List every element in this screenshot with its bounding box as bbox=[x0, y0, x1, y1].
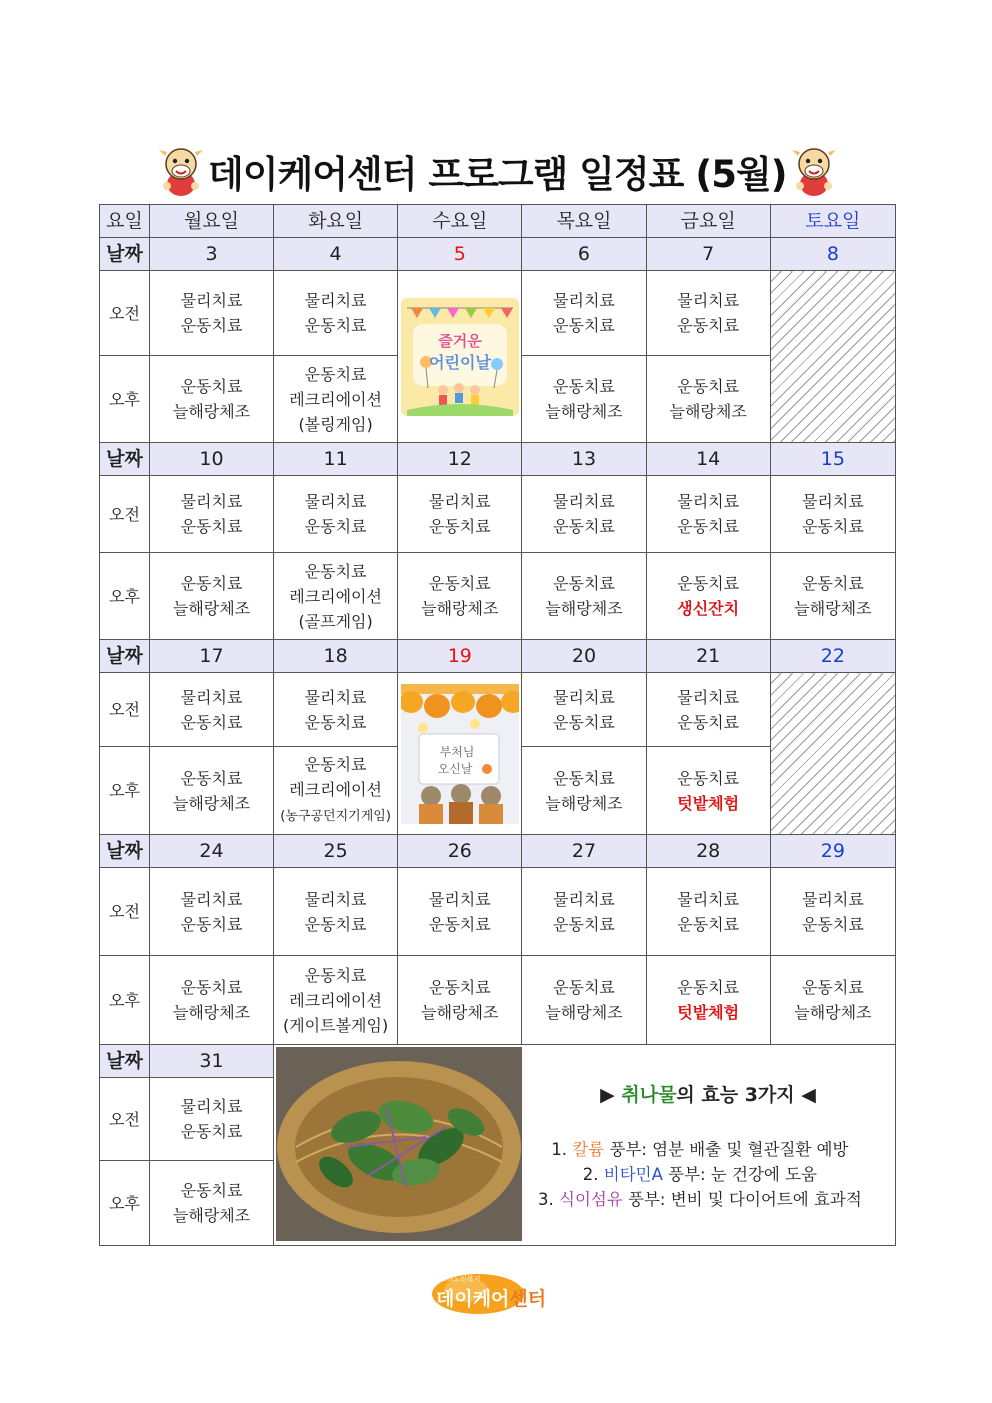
weekday-tue: 화요일 bbox=[274, 205, 398, 238]
am-label: 오전 bbox=[100, 1078, 150, 1161]
date-cell-holiday: 19 bbox=[398, 640, 522, 673]
date-row bbox=[100, 238, 896, 271]
svg-text:즐거운: 즐거운 bbox=[438, 331, 482, 350]
pm-cell: 운동치료 늘해랑체조 bbox=[150, 956, 274, 1045]
date-cell: 6 bbox=[522, 238, 646, 271]
info-item: 2. 비타민A 풍부: 눈 건강에 도움 bbox=[582, 1165, 817, 1184]
date-cell: 14 bbox=[646, 443, 770, 476]
date-row bbox=[100, 640, 896, 673]
pm-cell: 운동치료 늘해랑체조 bbox=[398, 553, 522, 640]
date-cell: 4 bbox=[274, 238, 398, 271]
weekday-mon: 월요일 bbox=[150, 205, 274, 238]
pm-label: 오후 bbox=[100, 747, 150, 835]
am-cell: 물리치료 운동치료 bbox=[522, 868, 646, 956]
date-cell: 24 bbox=[150, 835, 274, 868]
weekday-label: 요일 bbox=[100, 205, 150, 238]
pm-row bbox=[100, 553, 896, 640]
date-label: 날짜 bbox=[100, 443, 150, 476]
am-row bbox=[100, 476, 896, 553]
pm-cell: 운동치료 늘해랑체조 bbox=[522, 356, 646, 443]
date-cell: 3 bbox=[150, 238, 274, 271]
date-cell: 12 bbox=[398, 443, 522, 476]
pm-cell: 운동치료 늘해랑체조 bbox=[522, 747, 646, 835]
pm-cell: 운동치료 늘해랑체조 bbox=[150, 356, 274, 443]
buddha-birthday-illustration-icon bbox=[401, 684, 519, 824]
info-item: 1. 칼륨 풍부: 염분 배출 및 혈관질환 예방 bbox=[551, 1140, 849, 1159]
pm-cell: 운동치료 레크리에이션 (게이트볼게임) bbox=[274, 956, 398, 1045]
am-row bbox=[100, 271, 896, 356]
pm-cell: 운동치료 늘해랑체조 bbox=[398, 956, 522, 1045]
date-label: 날짜 bbox=[100, 238, 150, 271]
closed-cell bbox=[770, 271, 895, 443]
logo-name: 데이케어센터 bbox=[436, 1288, 547, 1310]
am-cell: 물리치료 운동치료 bbox=[274, 476, 398, 553]
am-cell: 물리치료 운동치료 bbox=[274, 673, 398, 747]
weekday-wed: 수요일 bbox=[398, 205, 522, 238]
weekday-thu: 목요일 bbox=[522, 205, 646, 238]
pm-cell: 운동치료 늘해랑체조 bbox=[522, 553, 646, 640]
pm-cell: 운동치료 늘해랑체조 bbox=[150, 747, 274, 835]
date-label: 날짜 bbox=[100, 640, 150, 673]
am-cell: 물리치료 운동치료 bbox=[150, 673, 274, 747]
date-cell: 13 bbox=[522, 443, 646, 476]
logo-tagline: 고려노인복지 bbox=[440, 1275, 481, 1283]
am-cell: 물리치료 운동치료 bbox=[646, 673, 770, 747]
date-cell-saturday: 15 bbox=[770, 443, 895, 476]
cow-mascot-icon bbox=[790, 142, 838, 198]
am-cell: 물리치료 운동치료 bbox=[770, 868, 895, 956]
pm-cell: 운동치료 늘해랑체조 bbox=[150, 553, 274, 640]
date-cell: 18 bbox=[274, 640, 398, 673]
closed-cell bbox=[770, 673, 895, 835]
info-heading: ▶ 취나물의 효능 3가지 ◀ bbox=[600, 1084, 816, 1106]
date-label: 날짜 bbox=[100, 835, 150, 868]
date-cell-holiday: 5 bbox=[398, 238, 522, 271]
date-row bbox=[100, 835, 896, 868]
am-cell: 물리치료 운동치료 bbox=[646, 868, 770, 956]
info-panel bbox=[274, 1045, 896, 1246]
date-label: 날짜 bbox=[100, 1045, 150, 1078]
am-cell: 물리치료 운동치료 bbox=[522, 476, 646, 553]
pm-label: 오후 bbox=[100, 553, 150, 640]
am-label: 오전 bbox=[100, 673, 150, 747]
svg-text:부처님: 부처님 bbox=[439, 744, 475, 759]
svg-text:어린이날: 어린이날 bbox=[428, 352, 491, 372]
am-cell: 물리치료 운동치료 bbox=[398, 868, 522, 956]
pm-label: 오후 bbox=[100, 956, 150, 1045]
event-label: 생신잔치 bbox=[677, 599, 740, 618]
date-cell-saturday: 8 bbox=[770, 238, 895, 271]
date-cell: 28 bbox=[646, 835, 770, 868]
date-cell: 27 bbox=[522, 835, 646, 868]
pm-cell: 운동치료 늘해랑체조 bbox=[150, 1161, 274, 1246]
date-cell: 21 bbox=[646, 640, 770, 673]
am-cell: 물리치료 운동치료 bbox=[522, 271, 646, 356]
info-item: 3. 식이섬유 풍부: 변비 및 다이어트에 효과적 bbox=[538, 1190, 862, 1209]
date-cell: 26 bbox=[398, 835, 522, 868]
am-cell: 물리치료 운동치료 bbox=[522, 673, 646, 747]
am-cell: 물리치료 운동치료 bbox=[150, 271, 274, 356]
date-cell: 10 bbox=[150, 443, 274, 476]
date-cell-saturday: 22 bbox=[770, 640, 895, 673]
buddha-birthday-picture bbox=[398, 673, 522, 835]
page-title: 데이케어센터 프로그램 일정표 (5월) bbox=[208, 153, 787, 196]
date-row bbox=[100, 1045, 896, 1078]
date-cell: 20 bbox=[522, 640, 646, 673]
svg-text:오신날: 오신날 bbox=[437, 761, 473, 776]
am-cell: 물리치료 운동치료 bbox=[150, 1078, 274, 1161]
weekday-fri: 금요일 bbox=[646, 205, 770, 238]
date-cell-saturday: 29 bbox=[770, 835, 895, 868]
childrens-day-picture bbox=[398, 271, 522, 443]
daycare-logo bbox=[426, 1268, 566, 1320]
cow-mascot-icon bbox=[157, 142, 205, 198]
am-cell: 물리치료 운동치료 bbox=[150, 868, 274, 956]
event-label: 텃밭체험 bbox=[677, 793, 740, 813]
pm-cell: 운동치료 생신잔치 bbox=[646, 553, 770, 640]
pm-label: 오후 bbox=[100, 1161, 150, 1246]
pm-cell: 운동치료 레크리에이션 (볼링게임) bbox=[274, 356, 398, 443]
date-cell: 7 bbox=[646, 238, 770, 271]
weekday-sat: 토요일 bbox=[770, 205, 895, 238]
pm-cell: 운동치료 텃밭체험 bbox=[646, 747, 770, 835]
am-cell: 물리치료 운동치료 bbox=[150, 476, 274, 553]
weekday-header-row bbox=[100, 205, 896, 238]
pm-row bbox=[100, 956, 896, 1045]
date-cell: 31 bbox=[150, 1045, 274, 1078]
date-cell: 25 bbox=[274, 835, 398, 868]
date-cell: 17 bbox=[150, 640, 274, 673]
am-cell: 물리치료 운동치료 bbox=[398, 476, 522, 553]
am-label: 오전 bbox=[100, 868, 150, 956]
pm-cell: 운동치료 늘해랑체조 bbox=[646, 356, 770, 443]
info-list bbox=[538, 1137, 862, 1212]
date-row bbox=[100, 443, 896, 476]
event-label: 텃밭체험 bbox=[677, 1003, 740, 1022]
am-cell: 물리치료 운동치료 bbox=[770, 476, 895, 553]
schedule-table bbox=[99, 204, 896, 1246]
pm-cell: 운동치료 늘해랑체조 bbox=[770, 553, 895, 640]
pm-cell: 운동치료 늘해랑체조 bbox=[522, 956, 646, 1045]
title-bar bbox=[0, 138, 992, 208]
pm-cell: 운동치료 레크리에이션 (농구공던지기게임) bbox=[274, 747, 398, 835]
am-row bbox=[100, 673, 896, 747]
pm-cell: 운동치료 늘해랑체조 bbox=[770, 956, 895, 1045]
am-row bbox=[100, 868, 896, 956]
pm-cell: 운동치료 텃밭체험 bbox=[646, 956, 770, 1045]
am-label: 오전 bbox=[100, 271, 150, 356]
chwinamul-photo-icon bbox=[276, 1047, 522, 1241]
pm-cell: 운동치료 레크리에이션 (골프게임) bbox=[274, 553, 398, 640]
am-cell: 물리치료 운동치료 bbox=[274, 868, 398, 956]
date-cell: 11 bbox=[274, 443, 398, 476]
am-cell: 물리치료 운동치료 bbox=[646, 271, 770, 356]
am-cell: 물리치료 운동치료 bbox=[646, 476, 770, 553]
am-cell: 물리치료 운동치료 bbox=[274, 271, 398, 356]
childrens-day-illustration-icon bbox=[401, 298, 519, 416]
am-label: 오전 bbox=[100, 476, 150, 553]
pm-label: 오후 bbox=[100, 356, 150, 443]
